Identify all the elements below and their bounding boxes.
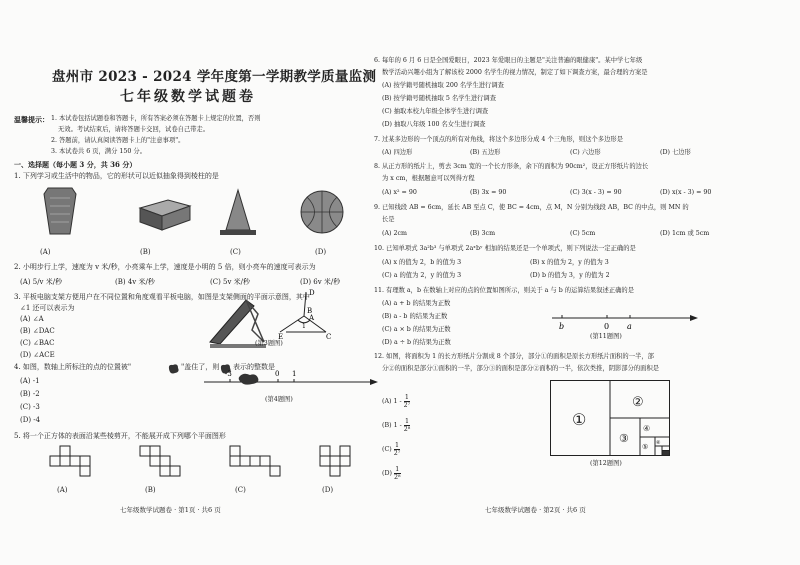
q11-option-b: (B) a - b 的结果为正数 xyxy=(382,313,448,320)
q10-option-b: (B) x 的值为 2，y 的值为 3 xyxy=(530,259,609,266)
q6-option-d: (D) 抽取八年级 100 名女生进行调查 xyxy=(382,121,486,128)
q6-stem-line-2: 数学活动兴趣小组为了解该校 2000 名学生的视力情况，制定了如下调查方案，最合理的方案是 xyxy=(382,69,648,76)
q9-option-b: (B) 3cm xyxy=(470,230,496,237)
q9-stem-line-2: 长是 xyxy=(382,216,395,223)
q10-stem: 10. 已知单项式 3a²b³ 与单项式 2aˣbʸ 相加的结果还是一个单项式，则下列说法一定正确的是 xyxy=(374,245,636,252)
notice-label: 温馨提示： xyxy=(14,115,49,124)
q8-option-b: (B) 3x = 90 xyxy=(470,189,507,196)
q4-number-line xyxy=(200,368,380,392)
q4-tick-1: 1 xyxy=(292,370,297,378)
q12-stem-line-1: 12. 如图，将面积为 1 的长方形纸片分割成 8 个部分，部分①的面积是原长方形纸片面积的一半，部 xyxy=(374,353,654,360)
q12-part-1: ① xyxy=(572,410,587,429)
q5-nets xyxy=(40,444,380,484)
q3-angle-1: 1 xyxy=(302,323,306,330)
q1-stem: 1. 下列学习或生活中的物品，它的形状可以近似抽象得到棱柱的是 xyxy=(14,172,219,180)
q8-stem-line-1: 8. 从正方形的纸片上，剪去 3cm 宽的一个长方形条，余下的面积为 90cm²，设正方形纸片的边长 xyxy=(374,163,649,170)
ink-blot-icon xyxy=(167,360,180,372)
q9-stem-line-1: 9. 已知线段 AB = 6cm，延长 AB 至点 C，使 BC = 4cm，点 M，N 分别为线段 AB，BC 的中点，则 MN 的 xyxy=(374,204,689,211)
q4-stem-part-1: 4. 如图，数轴上所标注的点的位置被" xyxy=(14,363,132,371)
q9-option-c: (C) 5cm xyxy=(570,230,596,237)
q7-stem: 7. 过某多边形的一个顶点的所有对角线，将这个多边形分成 4 个三角形，则这个多边形是 xyxy=(374,136,624,143)
ink-blot-icon xyxy=(239,374,259,385)
q10-option-d: (D) b 的值为 3，y 的值为 2 xyxy=(530,272,610,279)
q11-option-d: (D) a ÷ b 的结果为正数 xyxy=(382,339,451,346)
q5-label-c: (C) xyxy=(235,486,246,494)
notice-line-3: 2. 答题前，请认真阅读答题卡上的"注意事项"。 xyxy=(51,137,185,144)
q5-label-d: (D) xyxy=(322,486,334,494)
q12-part-5: ⑤ xyxy=(642,443,649,451)
q9-option-d: (D) 1cm 或 5cm xyxy=(660,230,710,237)
q3-option-b: (B) ∠DAC xyxy=(20,327,55,335)
notice-line-1: 1. 本试卷包括试题卷和答题卡，所有答案必须在答题卡上规定的位置，否则 xyxy=(51,115,261,122)
q2-option-a: (A) 5/v 米/秒 xyxy=(20,278,63,286)
q12-option-a: (A) 1 - $\frac{1}{\text{2⁷}}$ xyxy=(382,394,411,409)
q3-point-c: C xyxy=(326,333,332,341)
page-1-footer: 七年级数学试题卷 · 第1页 · 共6 页 xyxy=(120,506,221,514)
q4-caption: (第4题图) xyxy=(265,396,293,403)
q8-stem-line-2: 为 x cm，根据题意可以列得方程 xyxy=(382,175,475,182)
q4-option-d: (D) -4 xyxy=(20,416,41,424)
q4-tick-0: 0 xyxy=(275,370,280,378)
q11-tick-b: b xyxy=(559,322,565,331)
q5-label-a: (A) xyxy=(57,486,68,494)
q11-tick-0: 0 xyxy=(604,322,610,331)
q4-option-b: (B) -2 xyxy=(20,390,40,398)
q10-option-a: (A) x 的值为 2，b 的值为 3 xyxy=(382,259,462,266)
q3-point-d: D xyxy=(309,289,315,297)
basketball-icon xyxy=(301,191,343,233)
exam-title: 盘州市 2023 - 2024 学年度第一学期教学质量监测 xyxy=(52,69,377,85)
q12-shaded-region xyxy=(662,451,670,456)
notice-line-4: 3. 本试卷共 6 页，满分 150 分。 xyxy=(51,148,147,155)
q9-option-a: (A) 2cm xyxy=(382,230,407,237)
net-c xyxy=(230,446,280,476)
q12-part-3: ③ xyxy=(619,432,629,445)
q3-point-b: B xyxy=(307,307,313,315)
q4-option-a: (A) -1 xyxy=(20,377,40,385)
q12-part-6: ⑥ xyxy=(656,440,661,446)
q12-option-b: (B) 1 - $\frac{1}{\text{2⁸}}$ xyxy=(382,418,411,433)
q5-stem: 5. 将一个正方体的表面沿某些棱剪开，不能展开成下列哪个平面图形 xyxy=(14,432,226,440)
q11-tick-a: a xyxy=(627,322,632,331)
section-title-choice: 一、选择题（每小题 3 分，共 36 分） xyxy=(14,160,137,169)
q11-stem: 11. 有理数 a，b 在数轴上对应的点的位置如图所示，则关于 a 与 b 的运算结果叙述正确的是 xyxy=(374,287,634,294)
q8-option-d: (D) x(x - 3) = 90 xyxy=(660,189,712,196)
q11-option-c: (C) a × b 的结果为正数 xyxy=(382,326,451,333)
q3-stem-line-1: 3. 平板电脑支架方便用户在不同位置和角度观看平板电脑，如图是支架侧面的平面示意图，其中 xyxy=(14,293,310,301)
q2-option-d: (D) 6v 米/秒 xyxy=(300,278,341,286)
q3-stem-line-2: ∠1 还可以表示为 xyxy=(20,304,75,312)
net-a xyxy=(50,446,90,476)
q7-option-a: (A) 四边形 xyxy=(382,149,413,156)
q7-option-c: (C) 六边形 xyxy=(570,149,601,156)
q10-option-c: (C) a 的值为 2，y 的值为 3 xyxy=(382,272,462,279)
q5-label-b: (B) xyxy=(145,486,156,494)
page-2-footer: 七年级数学试题卷 · 第2页 · 共6 页 xyxy=(485,506,586,514)
q7-option-d: (D) 七边形 xyxy=(660,149,691,156)
wooden-block-icon xyxy=(140,200,190,230)
q8-option-a: (A) x² = 90 xyxy=(382,189,417,196)
q11-number-line xyxy=(550,310,700,332)
q1-label-a: (A) xyxy=(40,248,51,256)
exam-page-2 xyxy=(374,0,800,565)
q12-option-c: (C) $\frac{1}{\text{2⁷}}$ xyxy=(382,442,401,457)
q4-option-c: (C) -3 xyxy=(20,403,40,411)
q7-option-b: (B) 五边形 xyxy=(470,149,501,156)
q1-label-b: (B) xyxy=(140,248,151,256)
pen-holder-icon xyxy=(44,188,76,234)
q4-stem-part-3: 表示的整数是 xyxy=(233,363,275,371)
q2-option-c: (C) 5v 米/秒 xyxy=(210,278,251,286)
q6-option-b: (B) 按学籍号随机抽取 5 名学生进行调查 xyxy=(382,95,497,102)
q4-tick-minus-3: -3 xyxy=(225,370,232,378)
exam-subtitle: 七年级数学试题卷 xyxy=(120,89,256,105)
q3-option-a: (A) ∠A xyxy=(20,315,44,323)
q12-part-4: ④ xyxy=(643,424,651,433)
q2-stem: 2. 小明步行上学，速度为 v 米/秒，小亮乘车上学，速度是小明的 5 倍，则小亮车的速度可表示为 xyxy=(14,263,316,271)
q3-option-d: (D) ∠ACE xyxy=(20,351,55,359)
q12-stem-line-2: 分②的面积是部分①面积的一半，部分③的面积是部分②面积的一半，依次类推，阴影部分的面积是 xyxy=(382,365,660,372)
q1-label-d: (D) xyxy=(315,248,327,256)
q1-objects xyxy=(20,184,390,244)
traffic-cone-icon xyxy=(220,190,256,235)
q6-option-c: (C) 抽取本校九年级全体学生进行调查 xyxy=(382,108,489,115)
q1-label-c: (C) xyxy=(230,248,241,256)
q12-part-2: ② xyxy=(632,395,644,410)
q11-option-a: (A) a + b 的结果为正数 xyxy=(382,300,451,307)
q12-caption: (第12题图) xyxy=(590,460,622,467)
q11-caption: (第11题图) xyxy=(590,333,622,340)
q3-point-a: A xyxy=(309,314,315,322)
q3-option-c: (C) ∠BAC xyxy=(20,339,55,347)
q3-figure xyxy=(206,286,336,348)
q6-stem-line-1: 6. 每年的 6 月 6 日是全国爱眼日，2023 年爱眼日的主题是"关注普遍的眼健康"。某中学七年级 xyxy=(374,57,643,64)
notice-line-2: 无效。考试结束后，请将答题卡交回，试卷自己带走。 xyxy=(58,126,210,133)
q12-option-d: (D) $\frac{1}{\text{2⁸}}$ xyxy=(382,466,401,481)
q6-option-a: (A) 按学籍号随机抽取 200 名学生进行调查 xyxy=(382,82,504,89)
q2-option-b: (B) 4v 米/秒 xyxy=(115,278,155,286)
q12-figure xyxy=(550,380,670,456)
q8-option-c: (C) 3(x - 3) = 90 xyxy=(570,189,622,196)
q4-stem-part-2: "盖住了，则 xyxy=(181,363,220,371)
net-b xyxy=(140,446,180,476)
q3-caption: (第3题图) xyxy=(255,340,283,347)
q3-point-e: E xyxy=(278,333,284,341)
net-d xyxy=(320,446,350,476)
